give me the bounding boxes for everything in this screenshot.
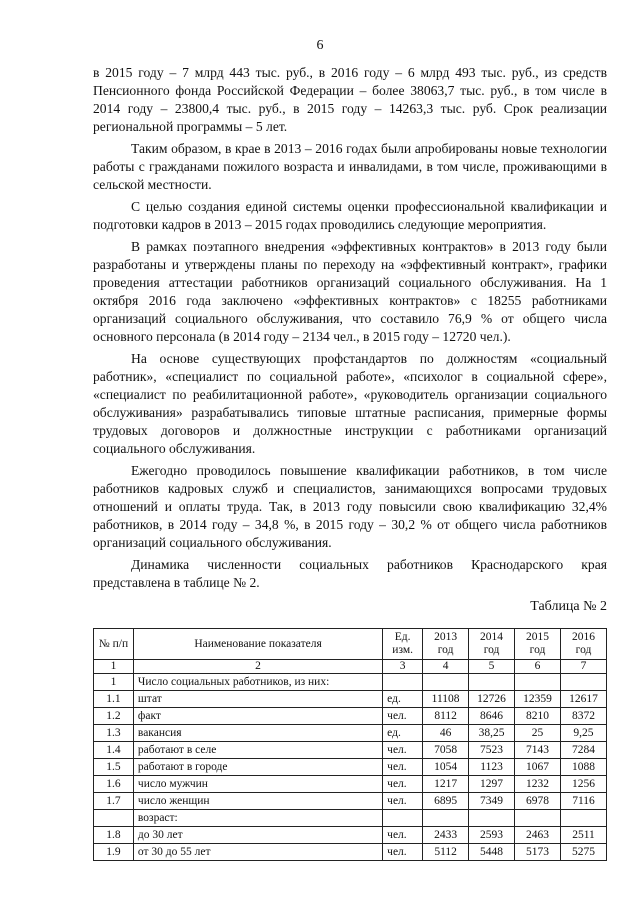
value-2015: 12359	[515, 691, 561, 708]
header-number: № п/п	[94, 629, 134, 660]
value-2014: 7523	[469, 742, 515, 759]
row-unit: чел.	[383, 827, 423, 844]
row-unit	[383, 674, 423, 691]
row-indicator: от 30 до 55 лет	[133, 844, 382, 861]
value-2014: 5448	[469, 844, 515, 861]
row-number	[94, 810, 134, 827]
paragraph: С целью создания единой системы оценки профессиональной квалификации и подготовки кадров в 2013 – 2015 годах проводились следующие мероприятия.	[93, 199, 607, 232]
value-2016: 7284	[560, 742, 606, 759]
header-2014: 2014 год	[469, 629, 515, 660]
row-number: 1.7	[94, 793, 134, 810]
value-2016: 12617	[560, 691, 606, 708]
table-row	[94, 827, 607, 844]
column-number: 6	[515, 660, 561, 674]
value-2013: 2433	[423, 827, 469, 844]
paragraph: в 2015 году – 7 млрд 443 тыс. руб., в 2016 году – 6 млрд 493 тыс. руб., из средств Пенсионного фонда Российской Федерации – более 38063,7 тыс. руб., в том числе в 2014 году – 23800,4 тыс. руб., в 2015 году – 14263,3 тыс. руб. Срок реализации региональной программы – 5 лет.	[93, 65, 607, 134]
table-row	[94, 844, 607, 861]
value-2015	[515, 674, 561, 691]
column-number: 2	[133, 660, 382, 674]
table-row	[94, 674, 607, 691]
row-unit: чел.	[383, 708, 423, 725]
row-unit: чел.	[383, 759, 423, 776]
header-2013: 2013 год	[423, 629, 469, 660]
value-2013: 1217	[423, 776, 469, 793]
row-unit: ед.	[383, 691, 423, 708]
row-indicator: возраст:	[133, 810, 382, 827]
value-2013	[423, 674, 469, 691]
table-row	[94, 810, 607, 827]
paragraph: Динамика численности социальных работников Краснодарского края представлена в таблице № 2.	[93, 557, 607, 590]
value-2013: 1054	[423, 759, 469, 776]
row-indicator: до 30 лет	[133, 827, 382, 844]
column-number: 1	[94, 660, 134, 674]
column-number: 7	[560, 660, 606, 674]
column-number: 3	[383, 660, 423, 674]
column-number: 4	[423, 660, 469, 674]
value-2014: 7349	[469, 793, 515, 810]
table-header-row	[94, 629, 607, 660]
value-2015	[515, 810, 561, 827]
row-unit: чел.	[383, 793, 423, 810]
row-number: 1.2	[94, 708, 134, 725]
value-2014	[469, 810, 515, 827]
row-indicator: факт	[133, 708, 382, 725]
value-2013: 7058	[423, 742, 469, 759]
social-workers-table	[93, 628, 607, 861]
row-indicator: работают в городе	[133, 759, 382, 776]
row-unit: чел.	[383, 776, 423, 793]
value-2015: 8210	[515, 708, 561, 725]
document-body	[93, 64, 607, 861]
value-2013: 6895	[423, 793, 469, 810]
row-number: 1.4	[94, 742, 134, 759]
row-unit: чел.	[383, 844, 423, 861]
paragraph: Ежегодно проводилось повышение квалификации работников, в том числе работников кадровых служб и специалистов, занимающихся вопросами трудовых отношений и оплаты труда. Так, в 2013 году повысили свою квалификацию 32,4% работников, в 2014 году – 34,8 %, в 2015 году – 30,2 % от общего числа работников организаций социального обслуживания.	[93, 463, 607, 550]
row-indicator: Число социальных работников, из них:	[133, 674, 382, 691]
value-2016: 5275	[560, 844, 606, 861]
table-caption: Таблица № 2	[530, 599, 607, 614]
value-2016: 1088	[560, 759, 606, 776]
row-indicator: работают в селе	[133, 742, 382, 759]
row-indicator: число женщин	[133, 793, 382, 810]
table-row	[94, 708, 607, 725]
value-2016: 1256	[560, 776, 606, 793]
paragraph: На основе существующих профстандартов по должностям «социальный работник», «специалист по социальной работе», «психолог в социальной сфере», «специалист по реабилитационной работе», «руководитель организации социального обслуживания» разрабатывались типовые штатные расписания, примерные формы трудовых договоров и должностные инструкции с работниками организаций социального обслуживания.	[93, 351, 607, 456]
value-2015: 1232	[515, 776, 561, 793]
table-row	[94, 691, 607, 708]
row-number: 1.9	[94, 844, 134, 861]
table-row	[94, 793, 607, 810]
value-2016: 2511	[560, 827, 606, 844]
value-2014: 12726	[469, 691, 515, 708]
page-number: 6	[316, 38, 324, 53]
row-number: 1.1	[94, 691, 134, 708]
header-2016: 2016 год	[560, 629, 606, 660]
row-unit: чел.	[383, 742, 423, 759]
value-2014: 1297	[469, 776, 515, 793]
value-2015: 6978	[515, 793, 561, 810]
row-indicator: число мужчин	[133, 776, 382, 793]
row-indicator: штат	[133, 691, 382, 708]
value-2015: 2463	[515, 827, 561, 844]
value-2015: 1067	[515, 759, 561, 776]
value-2016: 7116	[560, 793, 606, 810]
column-numbers-row	[94, 660, 607, 674]
header-2015: 2015 год	[515, 629, 561, 660]
value-2016: 9,25	[560, 725, 606, 742]
row-number: 1.8	[94, 827, 134, 844]
paragraph: В рамках поэтапного внедрения «эффективных контрактов» в 2013 году были разработаны и утверждены планы по переходу на «эффективный контракт», графики проведения аттестации работников организаций социального обслуживания. На 1 октября 2016 года заключено «эффективных контрактов» с 18255 работниками организаций социального обслуживания, что составило 76,9 % от общего числа основного персонала (в 2014 году – 2134 чел., в 2015 году – 12720 чел.).	[93, 239, 607, 344]
row-number: 1.6	[94, 776, 134, 793]
row-unit	[383, 810, 423, 827]
value-2014: 2593	[469, 827, 515, 844]
value-2013: 46	[423, 725, 469, 742]
table-row	[94, 776, 607, 793]
value-2016	[560, 674, 606, 691]
value-2015: 7143	[515, 742, 561, 759]
value-2013	[423, 810, 469, 827]
value-2015: 25	[515, 725, 561, 742]
paragraph: Таким образом, в крае в 2013 – 2016 годах были апробированы новые технологии работы с гражданами пожилого возраста и инвалидами, в том числе, проживающими в сельской местности.	[93, 141, 607, 192]
value-2014: 1123	[469, 759, 515, 776]
value-2016: 8372	[560, 708, 606, 725]
row-unit: ед.	[383, 725, 423, 742]
table-row	[94, 759, 607, 776]
value-2013: 8112	[423, 708, 469, 725]
header-unit: Ед. изм.	[383, 629, 423, 660]
column-number: 5	[469, 660, 515, 674]
row-number: 1	[94, 674, 134, 691]
header-indicator: Наименование показателя	[133, 629, 382, 660]
value-2016	[560, 810, 606, 827]
value-2014	[469, 674, 515, 691]
row-number: 1.3	[94, 725, 134, 742]
table-row	[94, 725, 607, 742]
value-2013: 11108	[423, 691, 469, 708]
table-row	[94, 742, 607, 759]
value-2014: 38,25	[469, 725, 515, 742]
value-2013: 5112	[423, 844, 469, 861]
value-2015: 5173	[515, 844, 561, 861]
row-number: 1.5	[94, 759, 134, 776]
value-2014: 8646	[469, 708, 515, 725]
row-indicator: вакансия	[133, 725, 382, 742]
